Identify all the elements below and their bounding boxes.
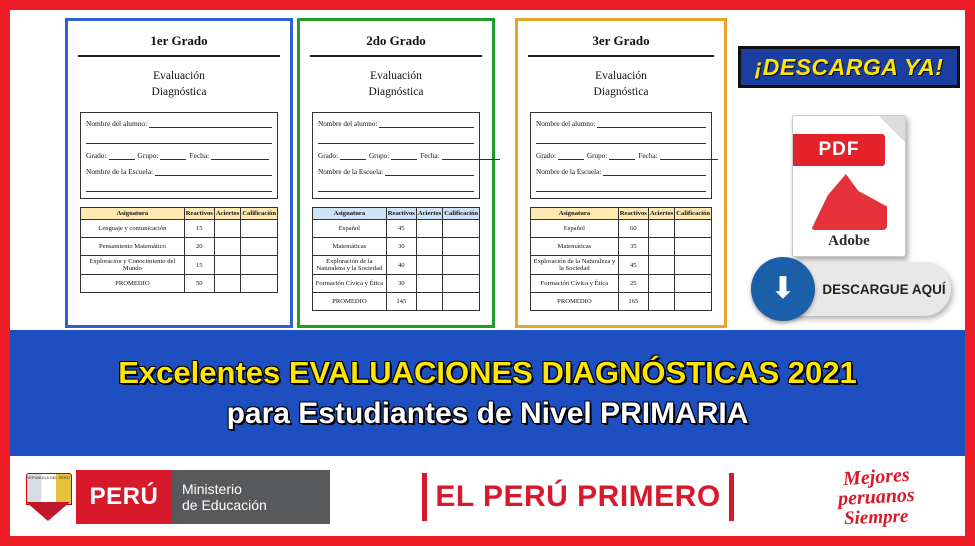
pdf-badge-label: PDF	[818, 139, 860, 160]
cell-reactivos: 15	[184, 256, 214, 275]
cell-subject: Exploración de la Naturaleza y la Sociedad	[313, 256, 387, 275]
cell-reactivos: 35	[618, 238, 648, 256]
date-label: Fecha:	[638, 152, 658, 161]
cell-subject: Formación Cívica y Ética	[313, 275, 387, 293]
group-label: Grupo:	[368, 152, 390, 161]
cell-reactivos: 15	[184, 220, 214, 238]
download-button-label: DESCARGUE AQUÍ	[822, 281, 946, 297]
group-label: Grupo:	[137, 151, 159, 161]
headline-line-2: para Estudiantes de Nivel PRIMARIA	[226, 397, 749, 430]
group-label: Grupo:	[586, 152, 608, 161]
school-label: Nombre de la Escuela:	[536, 168, 602, 177]
peru-primero-text: EL PERÚ PRIMERO	[435, 480, 721, 513]
th-aciertos: Aciertos	[416, 208, 442, 220]
card-subtitle-line1: Evaluación	[370, 70, 422, 82]
grade-label: Grado:	[536, 152, 556, 161]
cell-subject: Matemáticas	[313, 238, 387, 256]
cell-subject: Pensamiento Matemático	[81, 238, 185, 256]
cell-subject: PROMEDIO	[313, 293, 387, 311]
cell-subject: Matemáticas	[531, 238, 619, 256]
th-aciertos: Aciertos	[214, 208, 240, 220]
cell-subject: Español	[313, 220, 387, 238]
card-subtitle-line1: Evaluación	[595, 70, 647, 82]
cell-subject: Formación Cívica y Ética	[531, 275, 619, 293]
th-reactivos: Reactivos	[618, 208, 648, 220]
school-label: Nombre de la Escuela:	[86, 167, 154, 177]
card-subtitle-line2: Diagnóstica	[368, 85, 424, 98]
th-calificacion: Calificación	[241, 208, 278, 220]
cell-reactivos: 45	[618, 256, 648, 275]
grade-label: Grado:	[318, 152, 338, 161]
card-subtitle-line2: Diagnóstica	[593, 85, 649, 98]
school-label: Nombre de la Escuela:	[318, 168, 384, 177]
ministry-line-1: Ministerio	[182, 480, 242, 497]
card-title: 1er Grado	[150, 33, 208, 48]
th-calificacion: Calificación	[675, 208, 712, 220]
cell-subject: Exploración de la Naturaleza y la Sociedad	[531, 256, 619, 275]
cell-reactivos: 25	[618, 275, 648, 293]
student-name-label: Nombre del alumno:	[86, 119, 148, 129]
download-arrow-glyph: ⬇	[770, 272, 796, 305]
student-name-label: Nombre del alumno:	[536, 120, 596, 129]
mejores-word-3: Siempre	[843, 505, 909, 529]
cell-subject: Lenguaje y comunicación	[81, 220, 185, 238]
card-subtitle-line2: Diagnóstica	[151, 85, 207, 98]
peru-label: PERÚ	[89, 483, 159, 510]
cell-reactivos: 40	[386, 256, 416, 275]
mejores-word-1: Mejores	[841, 463, 911, 491]
shield-caption: REPÚBLICA DEL PERÚ	[26, 475, 70, 480]
descarga-ya-label: ¡DESCARGA YA!	[754, 53, 944, 80]
ministry-line-2: de Educación	[182, 497, 267, 513]
cell-subject: Español	[531, 220, 619, 238]
th-aciertos: Aciertos	[648, 208, 674, 220]
cell-reactivos: 145	[386, 293, 416, 311]
cell-reactivos: 50	[184, 275, 214, 293]
th-asignatura: Asignatura	[531, 208, 619, 220]
date-label: Fecha:	[189, 151, 210, 161]
cell-subject: Exploración y Conocimiento del Mundo	[81, 256, 185, 275]
th-reactivos: Reactivos	[184, 208, 214, 220]
th-reactivos: Reactivos	[386, 208, 416, 220]
cell-reactivos: 60	[618, 220, 648, 238]
card-subtitle-line1: Evaluación	[153, 70, 205, 82]
cell-subject: PROMEDIO	[531, 293, 619, 311]
mejores-word-2: peruanos	[837, 484, 915, 511]
date-label: Fecha:	[420, 152, 440, 161]
headline-line-1: Excelentes EVALUACIONES DIAGNÓSTICAS 2021	[118, 355, 857, 390]
cell-reactivos: 45	[386, 220, 416, 238]
student-name-label: Nombre del alumno:	[318, 120, 378, 129]
cell-reactivos: 30	[386, 238, 416, 256]
pdf-brand-label: Adobe	[828, 233, 870, 249]
cell-reactivos: 165	[618, 293, 648, 311]
grade-label: Grado:	[86, 151, 107, 161]
th-asignatura: Asignatura	[313, 208, 387, 220]
th-asignatura: Asignatura	[81, 208, 185, 220]
cell-subject: PROMEDIO	[81, 275, 185, 293]
th-calificacion: Calificación	[443, 208, 480, 220]
card-title: 2do Grado	[366, 33, 426, 48]
cell-reactivos: 20	[184, 238, 214, 256]
card-title: 3er Grado	[592, 33, 650, 48]
cell-reactivos: 30	[386, 275, 416, 293]
